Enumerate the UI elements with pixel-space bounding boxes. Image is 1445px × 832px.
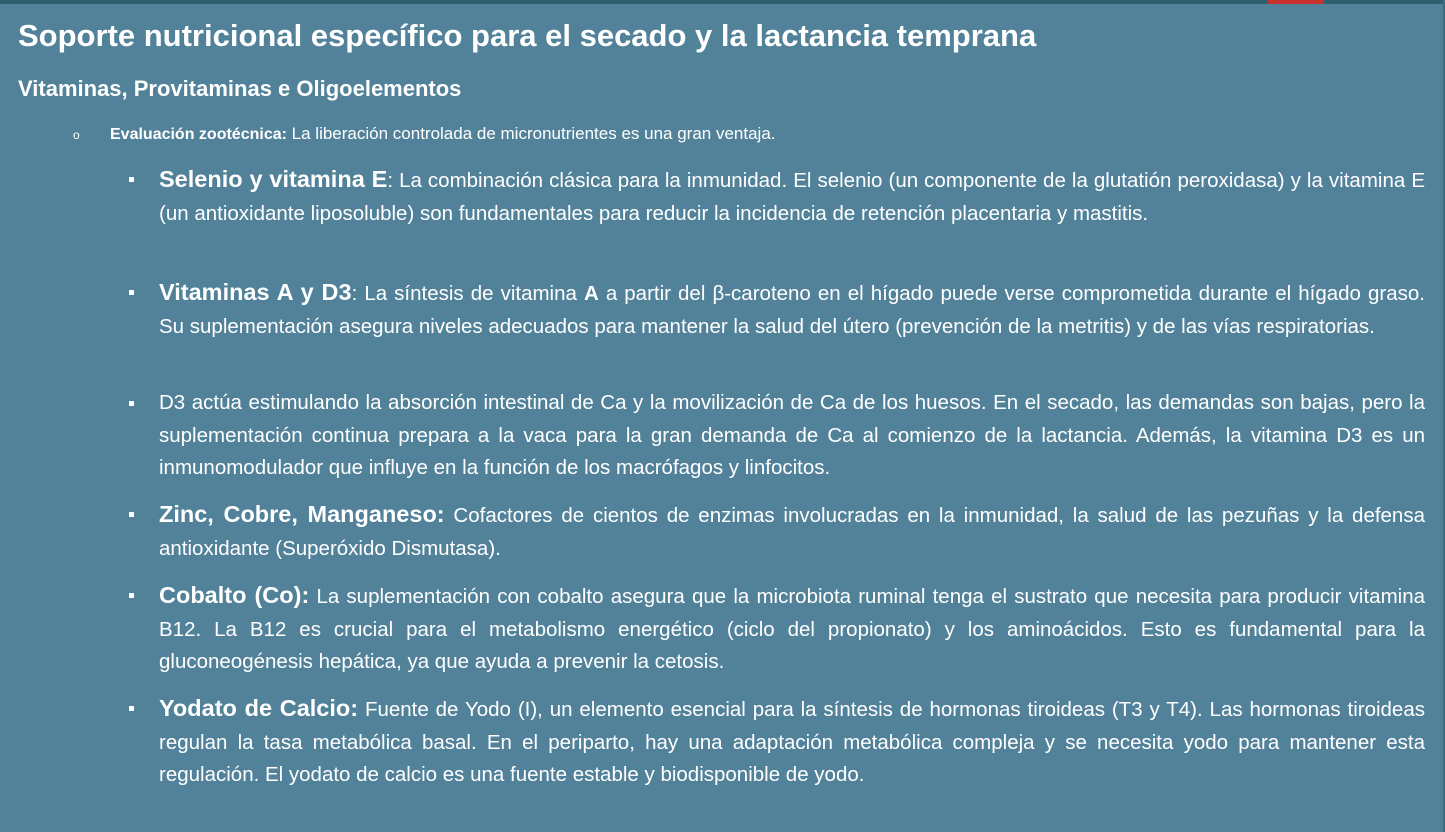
list-item-zinc-cobre-manganeso — [159, 498, 1425, 565]
evaluation-text — [110, 121, 776, 148]
item-text-before: : La síntesis de vitamina — [351, 282, 584, 305]
item-lead: Selenio y vitamina E — [159, 166, 388, 192]
list-item-selenio — [159, 163, 1425, 230]
evaluation-line — [0, 121, 1445, 147]
item-lead: Zinc, Cobre, Manganeso: — [159, 501, 445, 527]
item-lead: Vitaminas A y D3 — [159, 279, 352, 305]
item-text: a partir del β-caroteno en el hígado puede verse comprometida durante el hígado graso. Su suplementación asegura niveles adecuados para mantener la salud del útero (prevención de la metritis) y de las vías respiratorias. — [159, 282, 1425, 338]
evaluation-body: La liberación controlada de micronutrientes es una gran ventaja. — [286, 124, 776, 143]
list-item-yodato-de-calcio — [159, 692, 1425, 792]
square-bullet-icon — [129, 177, 134, 182]
item-text: La suplementación con cobalto asegura que la microbiota ruminal tenga el sustrato que necesita para producir vitamina B12. La B12 es crucial para el metabolismo energético (ciclo del propionato) y los aminoácidos. Esto es fundamental para la gluconeogénesis hepática, ya que ayuda a prevenir la cetosis. — [159, 585, 1425, 673]
square-bullet-icon — [129, 512, 134, 517]
item-text: : La combinación clásica para la inmunidad. El selenio (un componente de la glutatión peroxidasa) y la vitamina E (un antioxidante liposoluble) son fundamentales para reducir la incidencia de retención placentaria y mastitis. — [159, 169, 1425, 225]
item-text: Fuente de Yodo (I), un elemento esencial para la síntesis de hormonas tiroideas (T3 y T4). Las hormonas tiroideas regulan la tasa metabólica basal. En el periparto, hay una adaptación metabólica compleja y se necesita yodo para mantener esta regulación. El yodato de calcio es una fuente estable y biodisponible de yodo. — [159, 698, 1425, 786]
square-bullet-icon — [129, 290, 134, 295]
item-text: Cofactores de cientos de enzimas involucradas en la inmunidad, la salud de las pezuñas y la defensa antioxidante (Superóxido Dismutasa). — [159, 504, 1425, 560]
slide-subtitle: Vitaminas, Provitaminas e Oligoelementos — [18, 76, 462, 101]
square-bullet-icon — [129, 706, 134, 711]
evaluation-label: Evaluación zootécnica: — [110, 126, 287, 143]
square-bullet-icon — [129, 593, 134, 598]
slide-title: Soporte nutricional específico para el secado y la lactancia temprana — [18, 18, 1037, 53]
item-lead: Yodato de Calcio: — [159, 695, 359, 721]
list-item-cobalto — [159, 579, 1425, 679]
top-border — [0, 0, 1445, 4]
item-lead: Cobalto (Co): — [159, 582, 310, 608]
square-bullet-icon — [129, 401, 134, 406]
item-text: D3 actúa estimulando la absorción intestinal de Ca y la movilización de Ca de los huesos. En el secado, las demandas son bajas, pero la suplementación continua prepara a la vaca para la gran demanda de Ca al comienzo de la lactancia. Además, la vitamina D3 es un inmunomodulador que influye en la función de los macrófagos y linfocitos. — [159, 391, 1425, 479]
circle-bullet-icon: o — [73, 128, 80, 142]
list-item-vitaminas-a-d3 — [159, 276, 1425, 343]
item-inline-bold: A — [583, 282, 599, 305]
list-item-d3 — [159, 387, 1425, 485]
top-accent-bar — [1268, 0, 1324, 4]
